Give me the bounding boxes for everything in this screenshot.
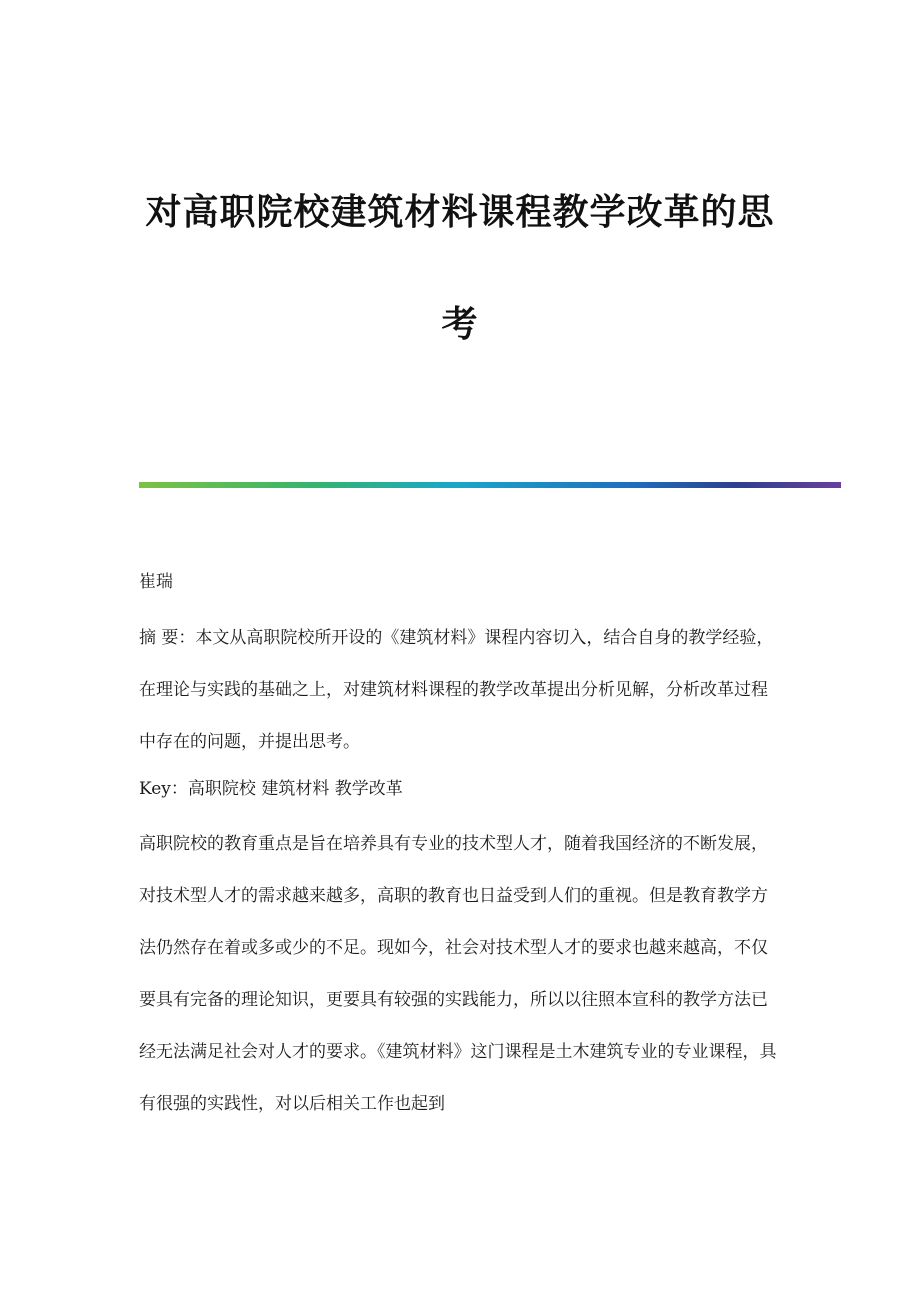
body-paragraph: 高职院校的教育重点是旨在培养具有专业的技术型人才，随着我国经济的不断发展，对技术型人才的需求越来越多，高职的教育也日益受到人们的重视。但是教育教学方法仍然存在着或多或少的不足。现如今，社会对技术型人才的要求也越来越高，不仅要具有完备的理论知识，更要具有较强的实践能力，所以以往照本宣科的教学方法已经无法满足社会对人才的要求。《建筑材料》这门课程是土木建筑专业的专业课程，具有很强的实践性，对以后相关工作也起到 [139,834,777,1114]
keywords [139,763,779,815]
title-line-2: 考 [441,303,479,345]
abstract-text: 本文从高职院校所开设的《建筑材料》课程内容切入，结合自身的教学经验，在理论与实践的基础之上，对建筑材料课程的教学改革提出分析见解，分析改革过程中存在的问题，并提出思考。 [139,628,774,752]
author-name: 崔瑞 [139,572,173,592]
title-line-1: 对高职院校建筑材料课程教学改革的思 [145,191,775,233]
document-title [0,188,920,348]
keywords-text: 高职院校 建筑材料 教学改革 [187,779,403,799]
abstract [139,612,779,768]
abstract-label: 摘 要： [139,628,196,648]
keywords-label: Key： [139,779,188,799]
gradient-divider [139,482,841,488]
